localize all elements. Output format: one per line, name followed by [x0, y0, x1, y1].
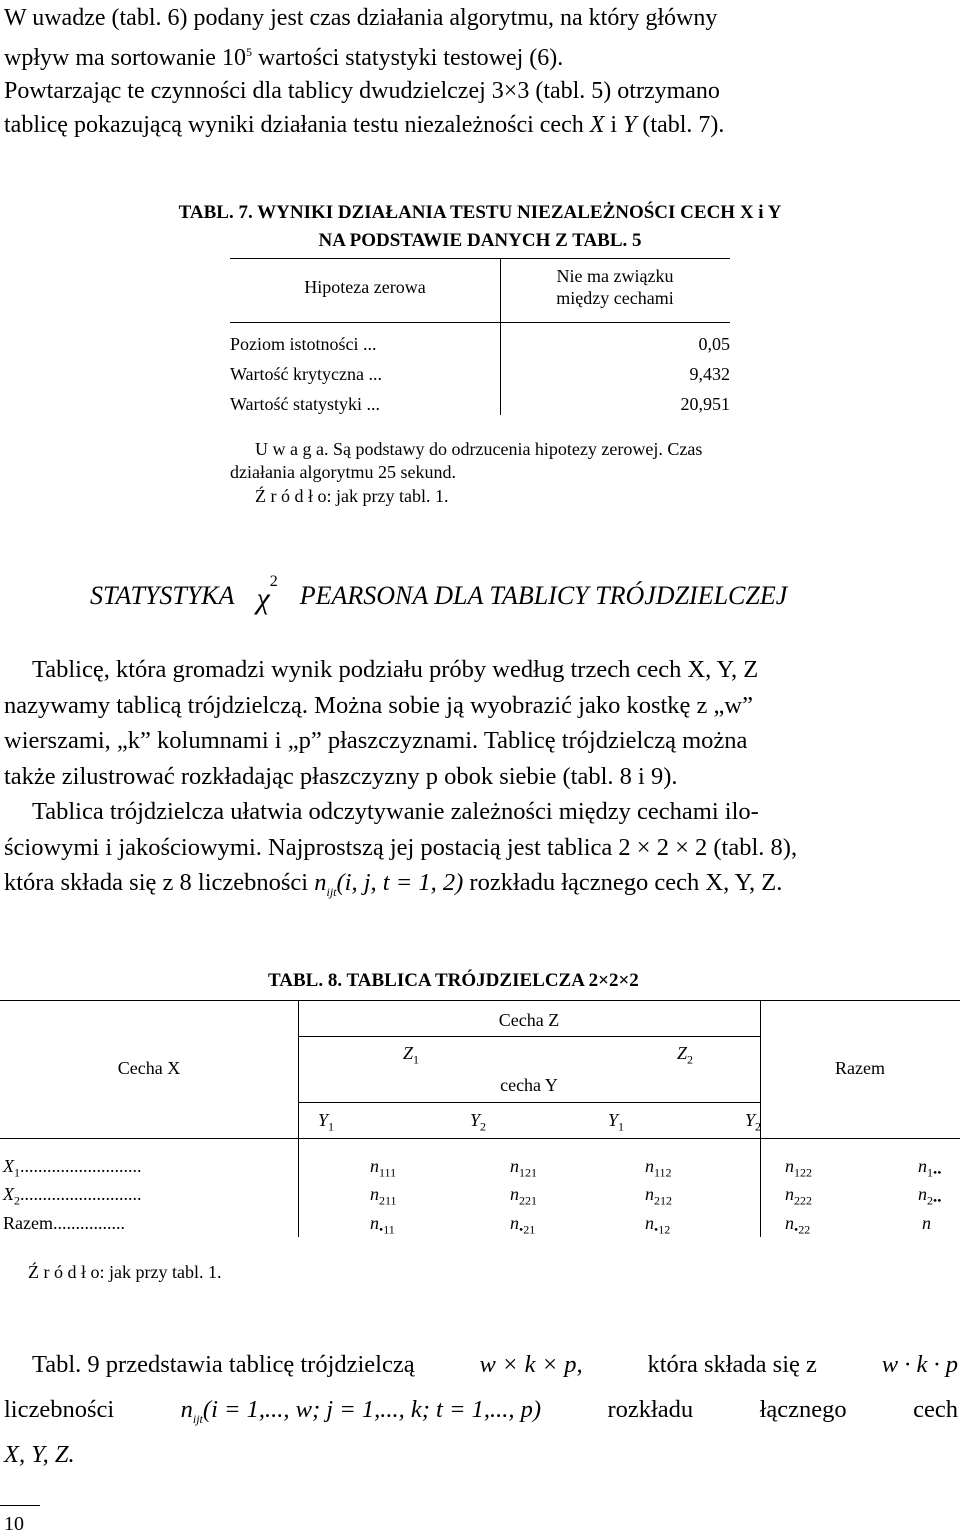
- table8-row-label: $X_1$...........................: [3, 1156, 142, 1180]
- table8-cecha-y: cecha Y: [500, 1075, 558, 1095]
- table8-y-header: $Y_1$: [318, 1110, 335, 1134]
- body1-line: Tablicę, która gromadzi wynik podziału próby według trzech cech X, Y, Z: [32, 656, 759, 683]
- exponent: 5: [245, 44, 252, 59]
- table8-cell: $n_{•21}$: [510, 1213, 536, 1237]
- chi-symbol: χ: [256, 582, 270, 615]
- table7-note-line2: działania algorytmu 25 sekund.: [230, 462, 456, 482]
- table8-rule-z: [298, 1036, 760, 1037]
- table8-cell: $n_{221}$: [510, 1184, 537, 1208]
- table7-row-label: Wartość krytyczna ...: [230, 364, 382, 384]
- table8-caption: TABL. 8. TABLICA TRÓJDZIELCZA 2×2×2: [268, 970, 639, 991]
- table7-header-left: Hipoteza zerowa: [304, 277, 426, 297]
- table7-row-label: Poziom istotności ...: [230, 334, 377, 354]
- body1-line: Tablica trójdzielcza ułatwia odczytywanie zależności między cechami ilo-: [32, 798, 759, 825]
- table8-cell: $n_{211}$: [370, 1184, 397, 1208]
- intro-paragraph: [4, 2, 956, 142]
- intro-line-1: W uwadze (tabl. 6) podany jest czas działania algorytmu, na który główny: [4, 5, 718, 31]
- table7-caption-line2: NA PODSTAWIE DANYCH Z TABL. 5: [318, 230, 642, 251]
- table8-rule-y: [298, 1102, 760, 1103]
- table8-cell: $n_{212}$: [645, 1184, 672, 1208]
- table7-header-right-1: Nie ma związku: [556, 266, 674, 286]
- table8-y-header: $Y_2$: [470, 1110, 487, 1134]
- table7-header-right-2: między cechami: [556, 288, 674, 308]
- table8-y-header: $Y_2$: [745, 1110, 762, 1134]
- table7-header-rule: [230, 322, 730, 323]
- body2-line-3: X, Y, Z.: [4, 1441, 75, 1468]
- body1-line: także zilustrować rozkładając płaszczyzny p obok siebie (tabl. 8 i 9).: [4, 762, 678, 790]
- table8-z1: $Z_1$: [403, 1043, 420, 1067]
- table8-header-rule: [0, 1138, 960, 1139]
- table8-cell: $n_{111}$: [370, 1156, 397, 1180]
- table8-cell: $n_{122}$: [785, 1156, 812, 1180]
- table8-cell: $n_{222}$: [785, 1184, 812, 1208]
- body1-line: ściowymi i jakościowymi. Najprostszą jej postacią jest tablica 2 × 2 × 2 (tabl. 8),: [4, 833, 798, 861]
- table7-source: Ź r ó d ł o: jak przy tabl. 1.: [255, 486, 449, 506]
- table7-row-value: 20,951: [680, 394, 730, 414]
- table8-row-label: Razem................: [3, 1213, 125, 1233]
- table7-row-value: 9,432: [689, 364, 730, 384]
- body1-line: która składa się z 8 liczebności $n_{ijt}(i$, j, t = 1, 2) rozkładu łącznego cech X, Y, Z.: [4, 869, 783, 899]
- intro-line-2: wpływ ma sortowanie $10^5$ wartości statystyki testowej (6).: [4, 44, 564, 71]
- section-heading: STATYSTYKA $\chi^2$ PEARSONA DLA TABLICY TRÓJDZIELCZEJ: [90, 573, 788, 615]
- table7-caption-line1: TABL. 7. WYNIKI DZIAŁANIA TESTU NIEZALEŻNOŚCI CECH X i Y: [178, 202, 782, 223]
- body1-line: nazywamy tablicą trójdzielczą. Można sobie ją wyobrazić jako kostkę z „w”: [4, 691, 753, 719]
- table8-source: Ź r ó d ł o: jak przy tabl. 1.: [28, 1262, 222, 1282]
- table8-row-total: $n_{2••}$: [918, 1184, 942, 1208]
- body2-line-1: Tabl. 9 przedstawia tablicę trójdzielczą w × k × p, która składa się z w · k · p: [32, 1351, 958, 1378]
- table8-cell: $n_{•12}$: [645, 1213, 671, 1237]
- table7-row-label: Wartość statystyki ...: [230, 394, 381, 414]
- body-paragraph-1: [4, 652, 956, 910]
- table8-cell: $n_{•11}$: [370, 1213, 395, 1237]
- table7-note: U w a g a. Są podstawy do odrzucenia hipotezy zerowej. Czas: [255, 439, 703, 459]
- table8-z2: $Z_2$: [677, 1043, 694, 1067]
- page-number: 10: [4, 1513, 24, 1535]
- table8-row-label: $X_2$...........................: [3, 1184, 142, 1208]
- table8-row-total: $n_{1••}$: [918, 1156, 942, 1180]
- table7-row-value: 0,05: [698, 334, 730, 354]
- table8-cell: $n_{112}$: [645, 1156, 672, 1180]
- table8-cell: $n_{121}$: [510, 1156, 537, 1180]
- table8-y-header: $Y_1$: [608, 1110, 625, 1134]
- table8-cecha-z: Cecha Z: [498, 1010, 560, 1030]
- intro-line-4: tablicę pokazującą wyniki działania testu niezależności cech X i Y (tabl. 7).: [4, 111, 725, 138]
- table7-top-rule: [230, 258, 730, 259]
- table8-top-rule: [0, 1000, 960, 1001]
- intro-line-3: Powtarzając te czynności dla tablicy dwudzielczej 3×3 (tabl. 5) otrzymano: [4, 78, 720, 105]
- footer-rule: [0, 1505, 40, 1506]
- table8-cecha-x: Cecha X: [117, 1058, 181, 1078]
- table8-razem-header: Razem: [835, 1058, 885, 1078]
- table8-cell: $n_{•22}$: [785, 1213, 811, 1237]
- body2-line-2: liczebności $n_{ijt}(i = 1$,..., w; j = 1,..., k; t = 1,..., p) rozkładu łącznego cech: [4, 1396, 958, 1426]
- body1-line: wierszami, „k” kolumnami i „p” płaszczyznami. Tablicę trójdzielczą można: [4, 727, 748, 754]
- table8-grand-total: n: [922, 1213, 931, 1233]
